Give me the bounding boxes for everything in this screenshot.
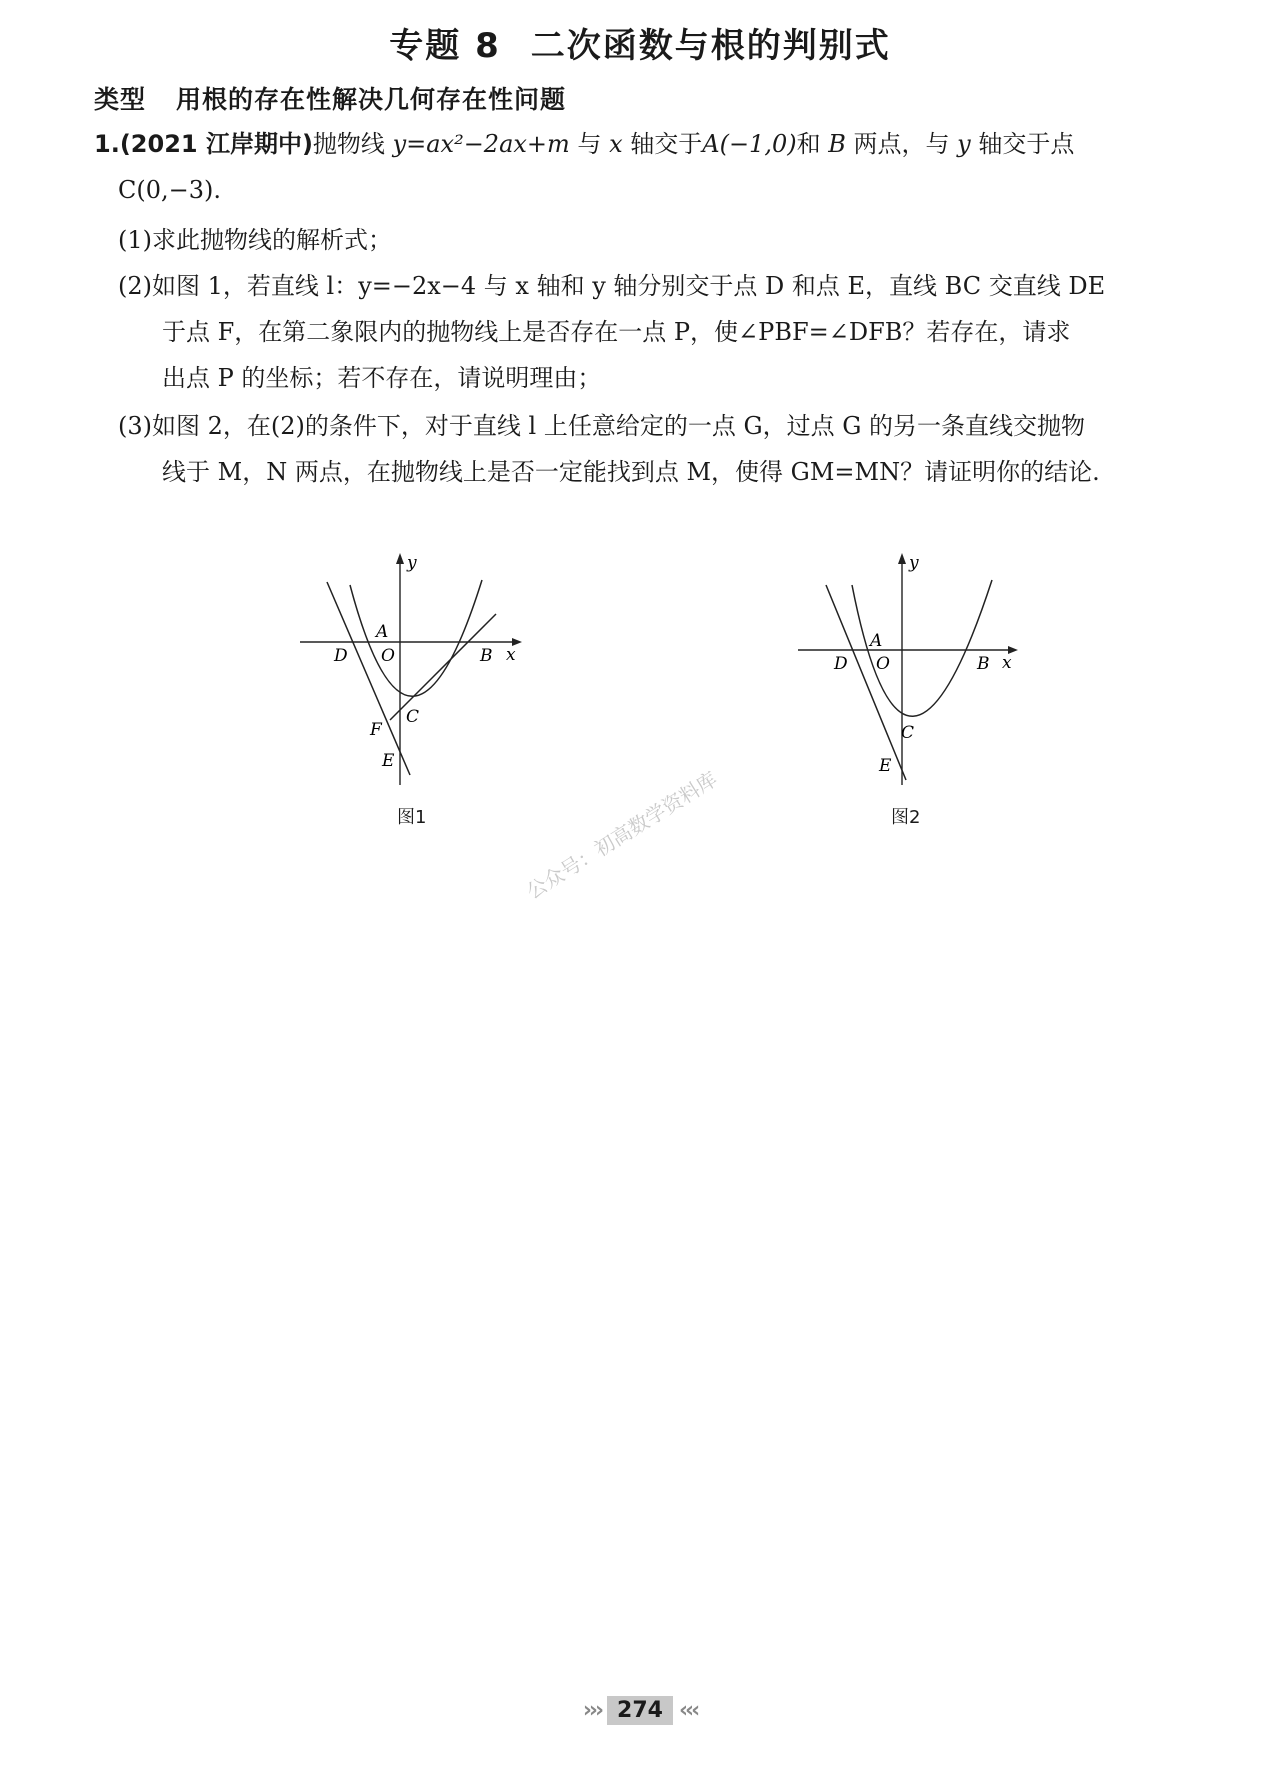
page-number-bar [0, 1698, 1280, 1723]
chevron-right-icon: ››› [582, 1698, 602, 1723]
page-title [0, 18, 1280, 67]
figure-1-caption: 图1 [397, 807, 427, 828]
var-x: x [609, 130, 623, 158]
section-type: 类型 [94, 85, 147, 114]
formula: y=ax²−2ax+m [392, 130, 570, 158]
label-a: A [870, 631, 883, 651]
figure-1-diagram [290, 550, 530, 795]
text-segment: 两点，与 [845, 130, 958, 158]
label-f: F [370, 720, 382, 740]
point-a: A(−1,0) [702, 130, 797, 158]
page-number: 274 [607, 1696, 673, 1725]
label-o: O [381, 646, 395, 666]
text-segment: 抛物线 [312, 130, 393, 158]
label-a: A [376, 622, 389, 642]
watermark: 公众号：初高数学资料库 [522, 766, 722, 904]
label-y: y [909, 553, 919, 573]
question-number: 1. [94, 130, 120, 158]
label-x: x [1002, 653, 1012, 673]
sub-question-2-line-2: 于点 F，在第二象限内的抛物线上是否存在一点 P，使∠PBF=∠DFB？若存在，请求 [162, 318, 1071, 346]
topic-number: 专题 8 [389, 26, 501, 66]
question-source: (2021 江岸期中) [119, 130, 313, 158]
question-line-2: C(0,−3). [118, 176, 221, 204]
sub-question-2-line-1: (2)如图 1，若直线 l：y=−2x−4 与 x 轴和 y 轴分别交于点 D 和点 E，直线 BC 交直线 DE [118, 272, 1106, 300]
text-segment: 和 [796, 130, 829, 158]
label-x: x [506, 645, 516, 665]
line-l [826, 585, 906, 780]
point-b: B [828, 130, 846, 158]
label-e: E [879, 756, 892, 776]
label-e: E [382, 751, 395, 771]
section-heading [94, 80, 566, 116]
label-y: y [407, 553, 417, 573]
sub-question-3-line-2: 线于 M，N 两点，在抛物线上是否一定能找到点 M，使得 GM=MN？请证明你的结论. [162, 458, 1100, 486]
chevron-left-icon: ‹‹‹ [678, 1698, 698, 1723]
label-c: C [901, 723, 915, 743]
section-text: 用根的存在性解决几何存在性问题 [176, 85, 567, 114]
text-segment: 轴交于 [622, 130, 703, 158]
line-l [327, 582, 410, 775]
figure-2 [790, 550, 1030, 795]
label-b: B [480, 646, 493, 666]
text-segment: 与 [569, 130, 610, 158]
label-o: O [876, 654, 890, 674]
figure-1 [290, 550, 530, 795]
y-axis-arrow [898, 553, 906, 564]
line-bc [390, 614, 496, 720]
text-segment: 轴交于点 [970, 130, 1075, 158]
sub-question-3-line-1: (3)如图 2，在(2)的条件下，对于直线 l 上任意给定的一点 G，过点 G 的另一条直线交抛物 [118, 412, 1086, 440]
question-line-1 [94, 130, 1074, 159]
label-d: D [334, 646, 348, 666]
sub-question-2-line-3: 出点 P 的坐标；若不存在，请说明理由； [162, 364, 602, 392]
parabola [350, 580, 482, 696]
var-y: y [957, 130, 971, 158]
label-c: C [406, 707, 420, 727]
figure-2-caption: 图2 [891, 807, 921, 828]
y-axis-arrow [396, 553, 404, 564]
figure-2-diagram [790, 550, 1030, 795]
label-d: D [834, 654, 848, 674]
topic-title: 二次函数与根的判别式 [530, 26, 891, 66]
sub-question-1: (1)求此抛物线的解析式； [118, 226, 392, 254]
label-b: B [977, 654, 990, 674]
